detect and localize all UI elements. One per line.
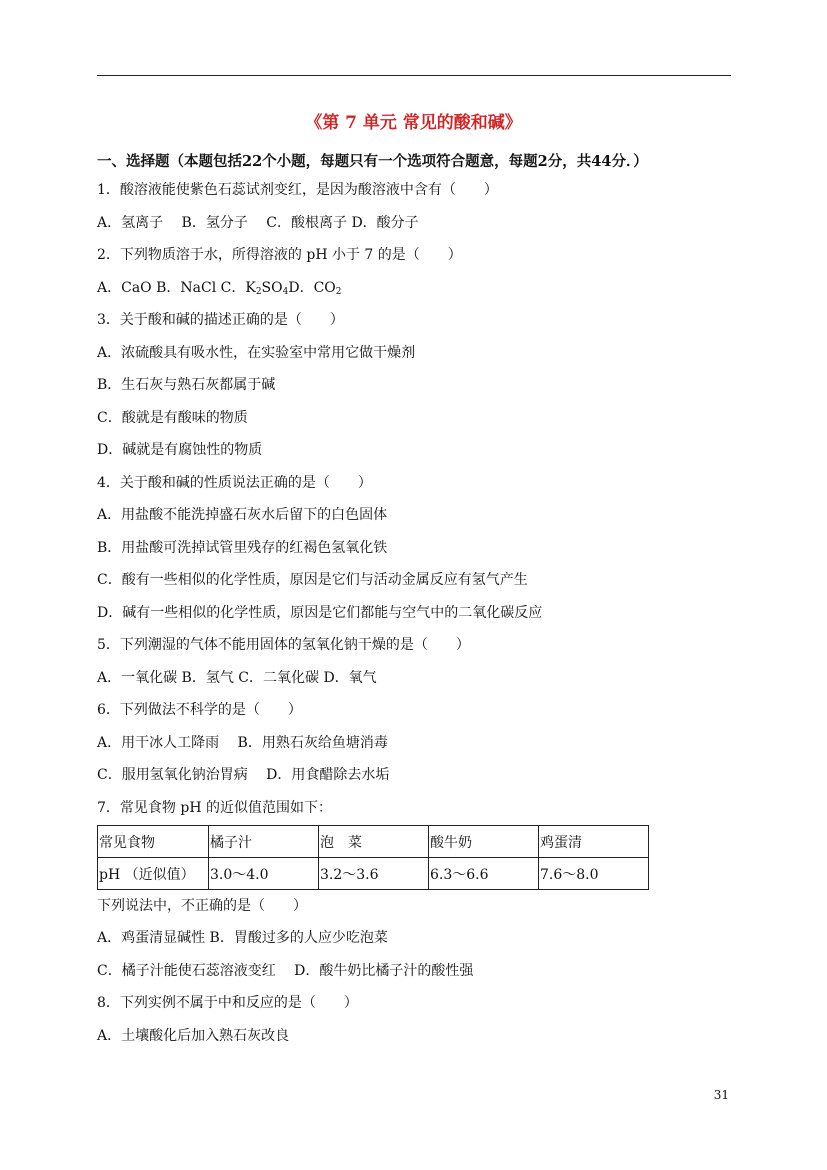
table-header-cell: 酸牛奶 (429, 826, 539, 858)
question-7-options-cd: C．橘子汁能使石蕊溶液变红 D．酸牛奶比橘子汁的酸性强 (97, 963, 474, 979)
table-header-cell: 泡 菜 (319, 826, 429, 858)
question-8: 8．下列实例不属于中和反应的是（ ） (97, 995, 358, 1011)
page-title: 《第 7 单元 常见的酸和碱》 (305, 113, 522, 133)
question-4-option-d: D．碱有一些相似的化学性质，原因是它们都能与空气中的二氧化碳反应 (97, 605, 543, 621)
table-cell: 7.6～8.0 (539, 858, 649, 890)
header-rule (97, 75, 731, 76)
ph-table (97, 825, 649, 890)
question-3-option-b: B．生石灰与熟石灰都属于碱 (97, 377, 276, 393)
question-3-option-a: A．浓硫酸具有吸水性，在实验室中常用它做干燥剂 (97, 345, 416, 361)
question-6-options-cd: C．服用氢氧化钠治胃病 D．用食醋除去水垢 (97, 767, 390, 783)
question-3-option-d: D．碱就是有腐蚀性的物质 (97, 442, 263, 458)
question-4: 4．关于酸和碱的性质说法正确的是（ ） (97, 475, 372, 491)
table-cell: 3.2～3.6 (319, 858, 429, 890)
question-4-option-c: C．酸有一些相似的化学性质，原因是它们与活动金属反应有氢气产生 (97, 572, 528, 588)
table-row (98, 858, 649, 890)
question-5-options: A．一氧化碳 B．氢气 C．二氧化碳 D．氧气 (97, 670, 377, 686)
question-2-options (97, 279, 342, 301)
question-1-options: A．氢离子 B．氢分子 C．酸根离子 D．酸分子 (97, 215, 419, 231)
q2-option-b: B．NaCl (156, 280, 217, 296)
table-header-cell: 常见食物 (98, 826, 209, 858)
table-cell: 3.0～4.0 (209, 858, 319, 890)
q2-option-d: D．$CO_2$ (288, 280, 342, 297)
table-cell: pH （近似值） (98, 858, 209, 890)
table-header-cell: 橘子汁 (209, 826, 319, 858)
question-7-options-ab: A．鸡蛋清显碱性 B．胃酸过多的人应少吃泡菜 (97, 930, 388, 946)
section-heading: 一、选择题（本题包括22个小题，每题只有一个选项符合题意，每题2分，共44分．） (97, 153, 648, 170)
question-6: 6．下列做法不科学的是（ ） (97, 702, 302, 718)
question-3: 3．关于酸和碱的描述正确的是（ ） (97, 312, 344, 328)
table-cell: 6.3～6.6 (429, 858, 539, 890)
question-6-options-ab: A．用干冰人工降雨 B．用熟石灰给鱼塘消毒 (97, 735, 388, 751)
question-4-option-a: A．用盐酸不能洗掉盛石灰水后留下的白色固体 (97, 507, 388, 523)
question-1: 1．酸溶液能使紫色石蕊试剂变红，是因为酸溶液中含有（ ） (97, 182, 498, 198)
question-7: 7．常见食物 pH 的近似值范围如下： (97, 800, 332, 816)
question-2: 2．下列物质溶于水，所得溶液的 pH 小于 7 的是（ ） (97, 247, 462, 263)
question-5: 5．下列潮湿的气体不能用固体的氢氧化钠干燥的是（ ） (97, 637, 470, 653)
question-3-option-c: C．酸就是有酸味的物质 (97, 410, 248, 426)
question-8-option-a: A．土壤酸化后加入熟石灰改良 (97, 1028, 290, 1044)
q2-option-a: A．CaO (97, 280, 152, 296)
q2-option-c: C．$K_2SO_4$ (220, 280, 289, 297)
page-number: 31 (713, 1088, 729, 1102)
table-row (98, 826, 649, 858)
question-7-prompt: 下列说法中，不正确的是（ ） (97, 898, 307, 914)
table-header-cell: 鸡蛋清 (539, 826, 649, 858)
question-4-option-b: B．用盐酸可洗掉试管里残存的红褐色氢氧化铁 (97, 540, 388, 556)
